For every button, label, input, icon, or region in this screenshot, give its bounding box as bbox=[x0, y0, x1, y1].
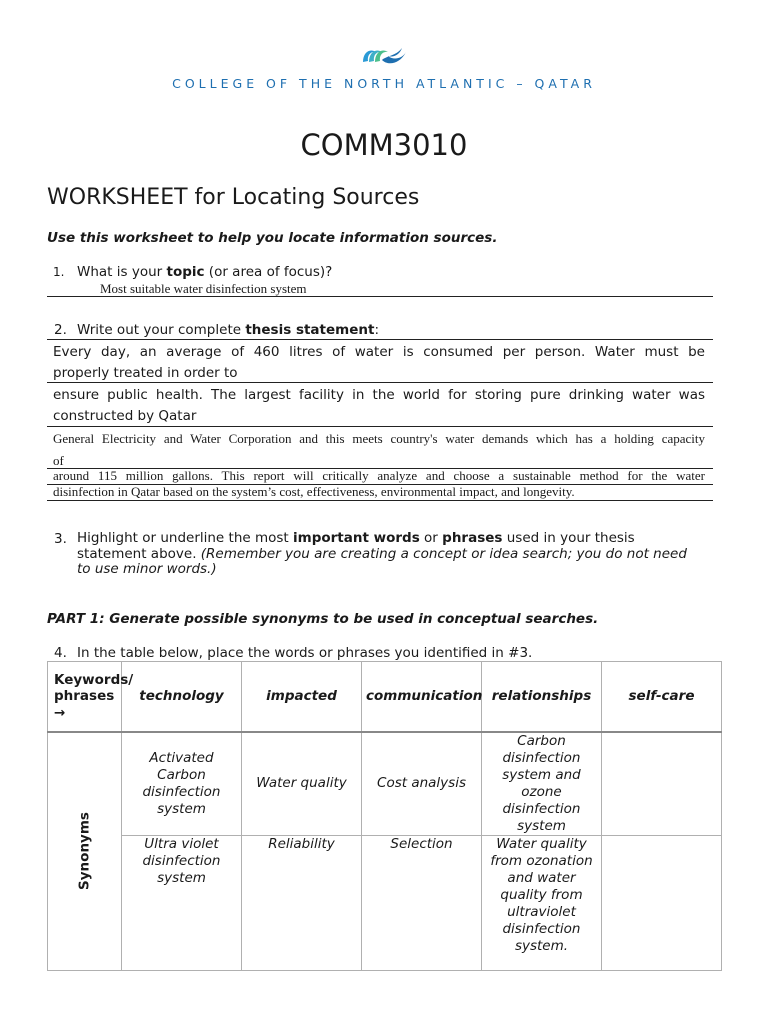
synonym-cell[interactable]: Ultra violet disinfection system bbox=[122, 835, 242, 970]
thesis-line bbox=[47, 426, 713, 427]
keyword-cell[interactable]: technology bbox=[122, 662, 242, 732]
q3-number: 3. bbox=[54, 531, 67, 547]
thesis-text-line[interactable]: disinfection in Qatar based on the system’s cost, effectiveness, environmental impact, and longevity. bbox=[53, 484, 575, 499]
thesis-line bbox=[47, 500, 713, 501]
thesis-line bbox=[47, 339, 713, 340]
worksheet-title: WORKSHEET for Locating Sources bbox=[47, 185, 420, 210]
synonym-cell[interactable]: Water quality bbox=[242, 732, 362, 836]
thesis-line bbox=[47, 382, 713, 383]
table-row bbox=[48, 835, 722, 970]
q1-number: 1. bbox=[53, 265, 65, 279]
q1-prompt: What is your topic (or area of focus)? bbox=[77, 264, 333, 280]
thesis-text-line[interactable]: around 115 million gallons. This report will critically analyze and choose a sustainable method for the water bbox=[53, 468, 705, 483]
table-header-row bbox=[48, 662, 722, 732]
synonyms-label-cell bbox=[48, 732, 122, 971]
synonym-cell[interactable]: Water quality from ozonation and water quality from ultraviolet disinfection system. bbox=[482, 835, 602, 970]
q4-number: 4. bbox=[54, 645, 67, 661]
table-row bbox=[48, 732, 722, 836]
thesis-text-line[interactable]: constructed by Qatar bbox=[53, 408, 197, 424]
intro-text: Use this worksheet to help you locate information sources. bbox=[47, 230, 498, 246]
synonym-cell[interactable] bbox=[602, 835, 722, 970]
keyword-synonym-table bbox=[47, 661, 722, 971]
q2-number: 2. bbox=[54, 322, 67, 338]
synonym-cell[interactable]: Selection bbox=[362, 835, 482, 970]
part1-heading: PART 1: Generate possible synonyms to be used in conceptual searches. bbox=[47, 611, 599, 627]
keyword-cell[interactable]: self-care bbox=[602, 662, 722, 732]
synonym-cell[interactable]: Cost analysis bbox=[362, 732, 482, 836]
q1-answer-line bbox=[47, 296, 713, 297]
keyword-cell[interactable]: relationships bbox=[482, 662, 602, 732]
q4-prompt: In the table below, place the words or phrases you identified in #3. bbox=[77, 645, 533, 661]
q2-prompt: Write out your complete thesis statement: bbox=[77, 322, 380, 338]
keyword-cell[interactable]: communication bbox=[362, 662, 482, 732]
thesis-text-line[interactable]: General Electricity and Water Corporation and this meets country's water demands which has a holding capacity bbox=[53, 431, 705, 446]
thesis-text-line[interactable]: ensure public health. The largest facility in the world for storing pure drinking water was bbox=[53, 387, 705, 403]
college-logo-icon bbox=[360, 44, 410, 66]
synonyms-label: Synonyms bbox=[76, 812, 92, 890]
keywords-header-cell: Keywords/ phrases → bbox=[48, 662, 122, 732]
course-code: COMM3010 bbox=[300, 128, 468, 162]
keyword-cell[interactable]: impacted bbox=[242, 662, 362, 732]
q1-answer[interactable]: Most suitable water disinfection system bbox=[100, 281, 307, 296]
synonym-cell[interactable]: Reliability bbox=[242, 835, 362, 970]
synonym-cell[interactable] bbox=[602, 732, 722, 836]
thesis-text-line[interactable]: properly treated in order to bbox=[53, 365, 238, 381]
q3-prompt: Highlight or underline the most important words or phrases used in your thesis statement above. (Remember you are creating a concept or idea search; you do not need to use minor words.) bbox=[77, 530, 687, 577]
college-name: COLLEGE OF THE NORTH ATLANTIC – QATAR bbox=[172, 76, 596, 91]
thesis-text-line[interactable]: of bbox=[53, 453, 64, 468]
thesis-text-line[interactable]: Every day, an average of 460 litres of water is consumed per person. Water must be bbox=[53, 344, 705, 360]
synonym-cell[interactable]: Activated Carbon disinfection system bbox=[122, 732, 242, 836]
synonym-cell[interactable]: Carbon disinfection system and ozone disinfection system bbox=[482, 732, 602, 836]
